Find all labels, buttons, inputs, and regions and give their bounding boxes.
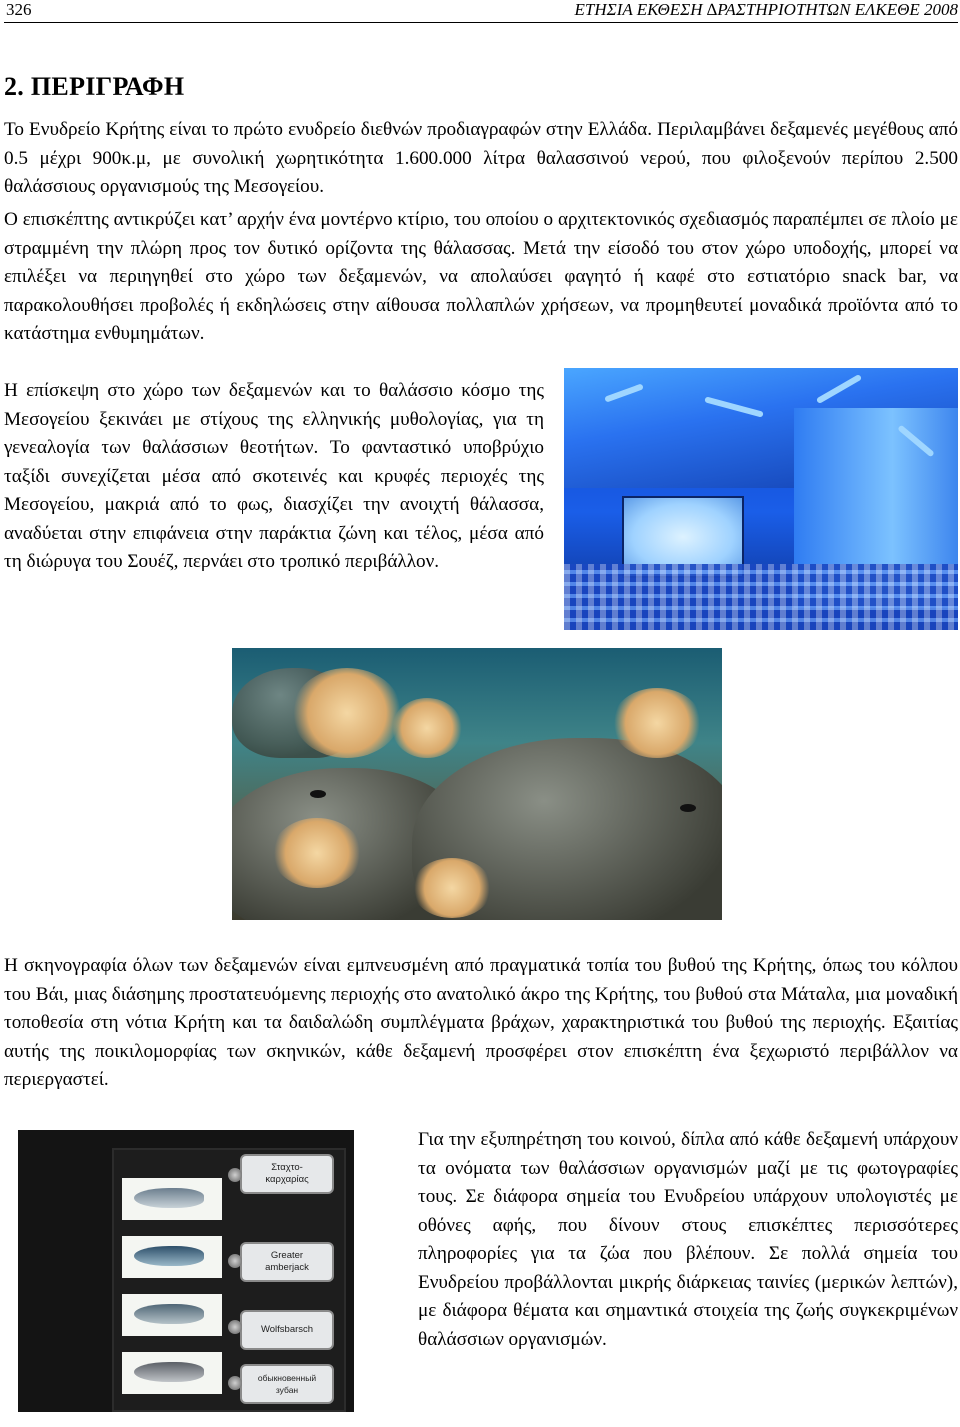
paragraph-tanks-journey: Η επίσκεψη στο χώρο των δεξαμενών και το θαλάσσιο κόσμο της Μεσογείου ξεκινάει με στίχους της ελληνικής μυθολογίας, για τη γενεαλογία των θαλάσσιων θεοτήτων. Το φανταστικό υποβρύχιο ταξίδι συνεχίζεται μέσα από σκοτεινές και κρυφές περιοχές της Μεσογείου, μακριά από το φως, διασχίζει την ανοιχτή θάλασσα, αναδύεται στην επιφάνεια στην παράκτια ζώνη και τέλος, μέσα από τη διώρυγα του Σουέζ, περνάει στο τροπικό περιβάλλον. <box>4 380 544 572</box>
language-button <box>228 1376 242 1390</box>
species-label: обыкновенный зубан <box>240 1364 334 1404</box>
page-number: 326 <box>6 0 32 19</box>
auditorium-photo <box>564 368 958 630</box>
species-card <box>122 1352 222 1394</box>
aquarium-tank-photo <box>232 648 722 920</box>
species-info-panel-photo <box>18 1130 354 1412</box>
fish <box>310 790 326 798</box>
anemone <box>392 698 462 758</box>
paragraph-scenography: Η σκηνογραφία όλων των δεξαμενών είναι εμπνευσμένη από πραγματικά τοπία του βυθού της Κρήτης, όπως του κόλπου του Βάι, μιας διάσημης προστατευόμενης περιοχής στο ανατολικό άκρο της Κρήτης, του βυθού στα Μάταλα, μια μοναδική τοποθεσία στη νότια Κρήτη και τα δαιδαλώδη συμπλέγματα βράχων, χαρακτηριστικά του βυθού της περιοχής. Εξαιτίας αυτής της ποικιλομορφίας των σκηνικών, κάθε δεξαμενή προσφέρει στον επισκέπτη ένα ξεχωριστό περιβάλλον να περιεργαστεί. <box>4 955 958 1090</box>
fish-image <box>134 1304 204 1324</box>
paragraph-visitor: Ο επισκέπτης αντικρύζει κατ’ αρχήν ένα μοντέρνο κτίριο, του οποίου ο αρχιτεκτονικός σχεδιασμός παραπέμπει σε πλοίο με στραμμένη την πλώρη προς τον δυτικό ορίζοντα της θάλασσας. Μετά την είσοδό του στον χώρο υποδοχής, μπορεί να επιλέξει να περιηγηθεί στο χώρο των δεξαμενών, να απολαύσει φαγητό ή καφέ στο εστιατόριο snack bar, να παρακολουθήσει προβολές ή εκδηλώσεις στην αίθουσα πολλαπλών χρήσεων, να προμηθευτεί μοναδικά προϊόντα από το κατάστημα ενθυμημάτων. <box>4 209 958 344</box>
panel-frame <box>112 1148 346 1412</box>
species-label: Σταχτο- καρχαρίας <box>240 1154 334 1194</box>
paragraph-intro: Το Ενυδρείο Κρήτης είναι το πρώτο ενυδρείο διεθνών προδιαγραφών στην Ελλάδα. Περιλαμβάνει δεξαμενές μεγέθους από 0.5 μέχρι 900κ.μ, με συνολική χωρητικότητα 1.600.000 λίτρα θαλασσινού νερού, που φιλοξενούν περίπου 2.500 θαλάσσιους οργανισμούς της Μεσογείου. <box>4 119 958 197</box>
fish-image <box>134 1362 204 1382</box>
fish <box>680 804 696 812</box>
species-label: Greater amberjack <box>240 1242 334 1282</box>
species-card <box>122 1236 222 1278</box>
anemone <box>292 668 402 758</box>
page-header <box>4 0 958 23</box>
species-card <box>122 1294 222 1336</box>
hall-seats <box>564 564 958 630</box>
section-heading: 2. ΠΕΡΙΓΡΑΦΗ <box>4 72 185 101</box>
report-title: ΕΤΗΣΙΑ ΕΚΘΕΣΗ ∆ΡΑΣΤΗΡΙΟΤΗΤΩΝ ΕΛΚΕΘΕ 2008 <box>574 0 958 19</box>
anemone <box>272 818 362 888</box>
anemone <box>612 688 702 758</box>
language-button <box>228 1254 242 1268</box>
language-button <box>228 1320 242 1334</box>
fish-image <box>134 1246 204 1266</box>
species-card <box>122 1178 222 1220</box>
fish-image <box>134 1188 204 1208</box>
anemone <box>412 858 492 918</box>
language-button <box>228 1168 242 1182</box>
species-label: Wolfsbarsch <box>240 1310 334 1350</box>
paragraph-visitor-services: Για την εξυπηρέτηση του κοινού, δίπλα από κάθε δεξαμενή υπάρχουν τα ονόματα των θαλάσσιων οργανισμών μαζί με τις φωτογραφίες τους. Σε διάφορα σημεία του Ενυδρείου υπάρχουν υπολογιστές με οθόνες αφής, που δίνουν στους επισκέπτες περισσότερες πληροφορίες για τα ζώα που βλέπουν. Σε πολλά σημεία του Ενυδρείου προβάλλονται μικρής διάρκειας ταινίες (μερικών λεπτών), με διάφορα θέματα και σημαντικά στοιχεία της ζωής συγκεκριμένων θαλάσσιων οργανισμών. <box>418 1129 958 1350</box>
